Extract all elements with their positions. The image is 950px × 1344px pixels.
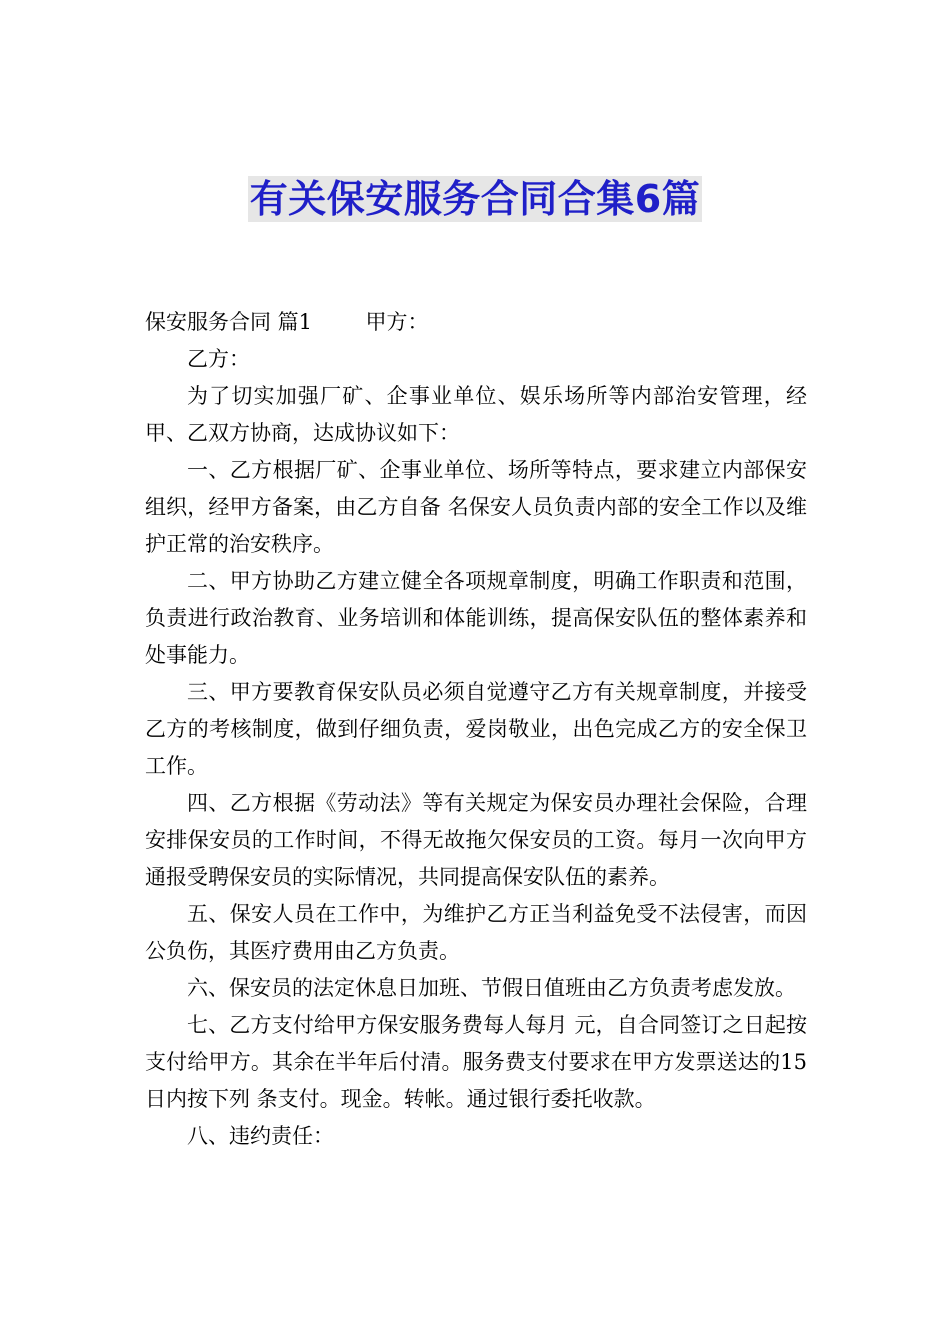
paragraph-clause-8: 八、违约责任： xyxy=(187,1124,334,1148)
paragraph-clause-3: 三、甲方要教育保安队员必须自觉遵守乙方有关规章制度，并接受乙方的考核制度，做到仔细负责，爱岗敬业，出色完成乙方的安全保卫工作。 xyxy=(145,680,807,778)
paragraph-clause-6: 六、保安员的法定休息日加班、节假日值班由乙方负责考虑发放。 xyxy=(187,976,796,1000)
paragraph-party-b: 乙方： xyxy=(187,347,250,371)
paragraph-heading-line: 保安服务合同 篇1 甲方： xyxy=(145,310,429,334)
paragraph-clause-7: 七、乙方支付给甲方保安服务费每人每月 元，自合同签订之日起按 支付给甲方。其余在半年后付清。服务费支付要求在甲方发票送达的15日内按下列 条支付。现金。转帐。通过银行委托收款。 xyxy=(145,1013,807,1111)
document-title: 有关保安服务合同合集6篇 xyxy=(249,177,701,221)
paragraph-clause-1: 一、乙方根据厂矿、企事业单位、场所等特点，要求建立内部保安组织，经甲方备案，由乙方自备 名保安人员负责内部的安全工作以及维护正常的治安秩序。 xyxy=(145,458,807,556)
paragraph-intro: 为了切实加强厂矿、企事业单位、娱乐场所等内部治安管理，经甲、乙双方协商，达成协议如下： xyxy=(145,384,807,445)
paragraph-clause-2: 二、甲方协助乙方建立健全各项规章制度，明确工作职责和范围，负责进行政治教育、业务培训和体能训练，提高保安队伍的整体素养和处事能力。 xyxy=(145,569,807,667)
paragraph-clause-5: 五、保安人员在工作中，为维护乙方正当利益免受不法侵害，而因公负伤，其医疗费用由乙方负责。 xyxy=(145,902,807,963)
paragraph-clause-4: 四、乙方根据《劳动法》等有关规定为保安员办理社会保险，合理安排保安员的工作时间，不得无故拖欠保安员的工资。每月一次向甲方通报受聘保安员的实际情况，共同提高保安队伍的素养。 xyxy=(145,791,807,889)
title-container xyxy=(0,176,950,222)
document-body xyxy=(145,304,807,1155)
